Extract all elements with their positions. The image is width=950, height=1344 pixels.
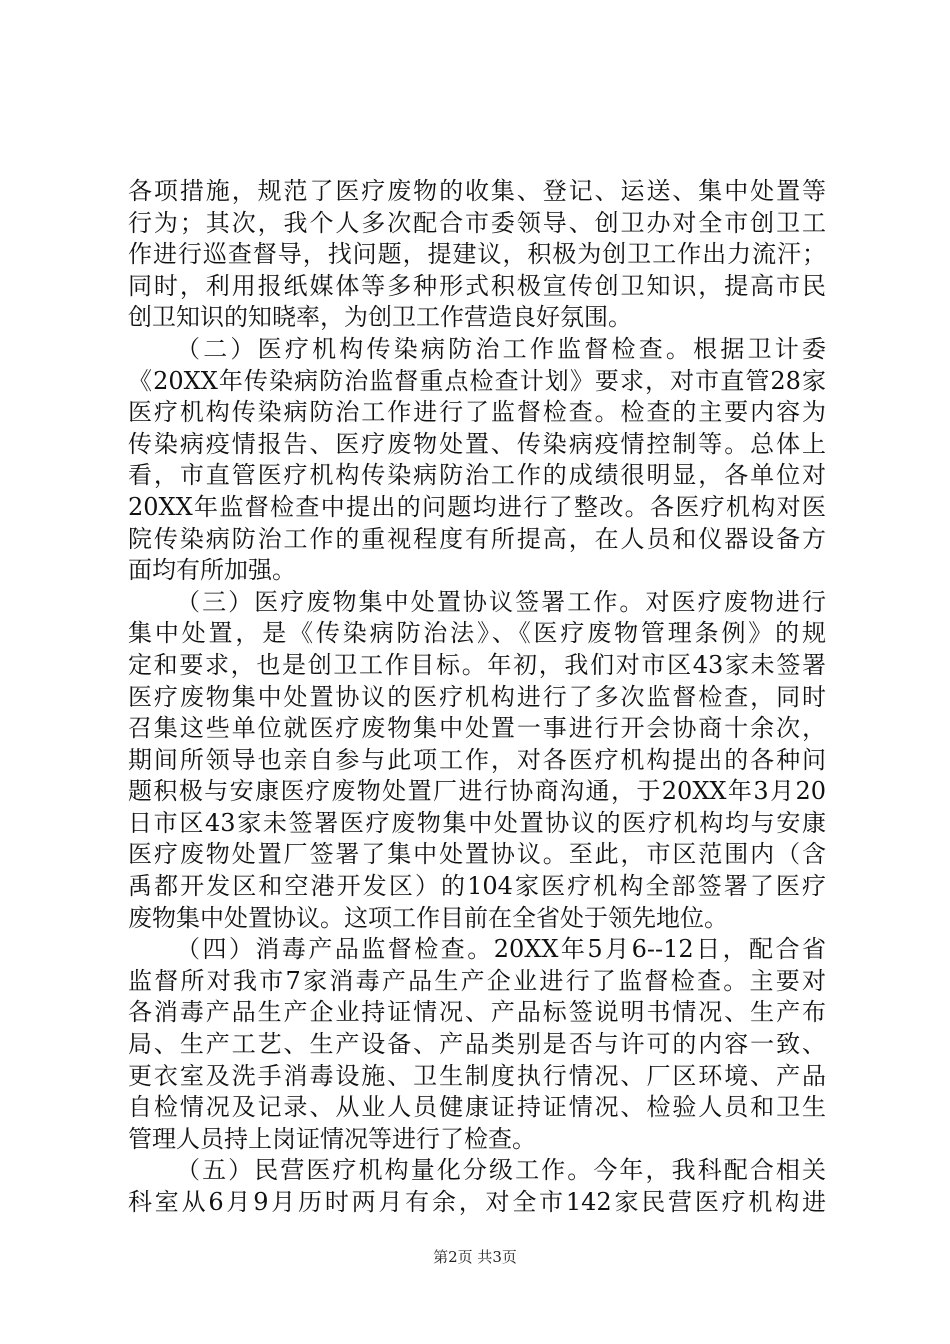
text-line: （四）消毒产品监督检查。20XX年5月6--12日，配合省 — [176, 935, 826, 964]
text-line: 自检情况及记录、从业人员健康证持证情况、检验人员和卫生 — [128, 1093, 826, 1122]
text-line: 集中处置，是《传染病防治法》、《医疗废物管理条例》的规 — [128, 619, 826, 648]
text-line: 同时，利用报纸媒体等多种形式积极宣传创卫知识，提高市民 — [128, 271, 826, 300]
text-line: 召集这些单位就医疗废物集中处置一事进行开会协商十余次， — [128, 714, 826, 743]
text-line: 更衣室及洗手消毒设施、卫生制度执行情况、厂区环境、产品 — [128, 1061, 826, 1090]
page-footer: 第2页 共3页 — [433, 1248, 517, 1266]
text-line: （二）医疗机构传染病防治工作监督检查。根据卫计委 — [176, 334, 826, 363]
text-line: 废物集中处置协议。这项工作目前在全省处于领先地位。 — [128, 903, 728, 932]
text-line: 传染病疫情报告、医疗废物处置、传染病疫情控制等。总体上 — [128, 429, 826, 458]
text-line: 创卫知识的知晓率，为创卫工作营造良好氛围。 — [128, 303, 632, 332]
text-line: 作进行巡查督导，找问题，提建议，积极为创卫工作出力流汗； — [128, 240, 826, 269]
text-line: 医疗废物处置厂签署了集中处置协议。至此，市区范围内（含 — [128, 840, 826, 869]
text-line: 科室从6月9月历时两月有余，对全市142家民营医疗机构进 — [128, 1188, 826, 1216]
text-line: 局、生产工艺、生产设备、产品类别是否与许可的内容一致、 — [128, 1030, 826, 1059]
text-line: 20XX年监督检查中提出的问题均进行了整改。各医疗机构对医 — [128, 492, 826, 521]
text-line: （三）医疗废物集中处置协议签署工作。对医疗废物进行 — [176, 587, 826, 616]
text-line: 期间所领导也亲自参与此项工作，对各医疗机构提出的各种问 — [128, 745, 826, 774]
text-line: 管理人员持上岗证情况等进行了检查。 — [128, 1124, 536, 1153]
document-body — [128, 176, 826, 1219]
text-line: 定和要求，也是创卫工作目标。年初，我们对市区43家未签署 — [128, 650, 826, 679]
text-line: 各消毒产品生产企业持证情况、产品标签说明书情况、生产布 — [128, 998, 826, 1027]
text-line: 题积极与安康医疗废物处置厂进行协商沟通，于20XX年3月20 — [128, 777, 826, 806]
text-line: 各项措施，规范了医疗废物的收集、登记、运送、集中处置等 — [128, 177, 826, 205]
text-line: 医疗机构传染病防治工作进行了监督检查。检查的主要内容为 — [128, 398, 826, 427]
text-line: 行为；其次，我个人多次配合市委领导、创卫办对全市创卫工 — [128, 208, 826, 237]
text-line: 院传染病防治工作的重视程度有所提高，在人员和仪器设备方 — [128, 524, 826, 553]
text-line: （五）民营医疗机构量化分级工作。今年，我科配合相关 — [176, 1156, 826, 1185]
text-line: 监督所对我市7家消毒产品生产企业进行了监督检查。主要对 — [128, 966, 826, 995]
text-line: 医疗废物集中处置协议的医疗机构进行了多次监督检查，同时 — [128, 682, 826, 711]
text-line: 日市区43家未签署医疗废物集中处置协议的医疗机构均与安康 — [128, 808, 826, 837]
text-line: 《20XX年传染病防治监督重点检查计划》要求，对市直管28家 — [128, 366, 826, 395]
text-line: 看，市直管医疗机构传染病防治工作的成绩很明显，各单位对 — [128, 461, 826, 490]
text-line: 禹都开发区和空港开发区）的104家医疗机构全部签署了医疗 — [128, 872, 826, 901]
text-line: 面均有所加强。 — [128, 556, 296, 585]
